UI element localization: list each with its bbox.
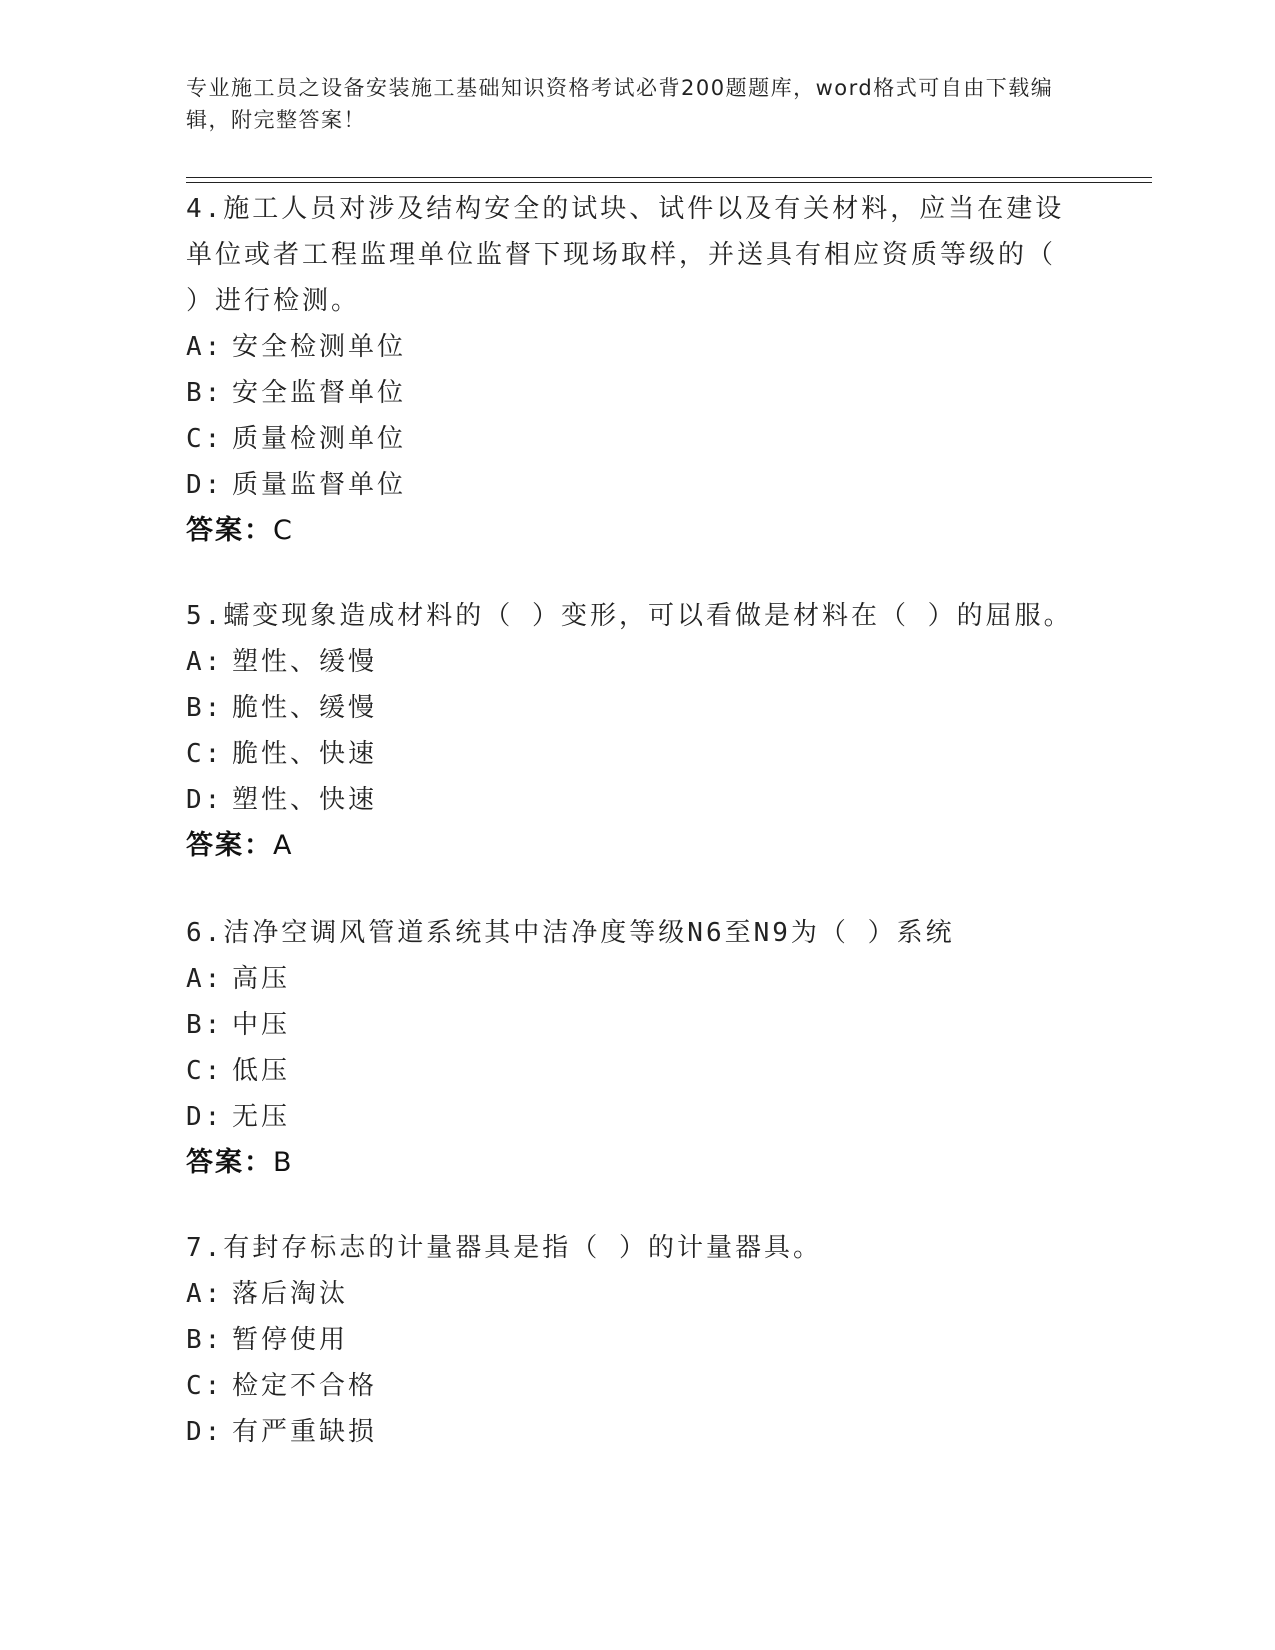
document-title: 专业施工员之设备安装施工基础知识资格考试必背200题题库，word格式可自由下载编辑，附完整答案！	[186, 76, 1054, 132]
answer-value: B	[273, 1147, 294, 1178]
answer-value: C	[273, 515, 294, 546]
option-d	[186, 1094, 1086, 1140]
option-key: C:	[186, 1056, 224, 1086]
option-key: A:	[186, 964, 224, 994]
option-b	[186, 1002, 1086, 1048]
option-b	[186, 685, 1086, 731]
option-key: A:	[186, 332, 224, 362]
option-key: A:	[186, 647, 224, 677]
option-text: 暂停使用	[232, 1325, 349, 1355]
option-key: D:	[186, 1102, 224, 1132]
answer-line	[186, 508, 1086, 554]
answer-label: 答案：	[186, 830, 273, 861]
question-stem: 7.有封存标志的计量器具是指（ ）的计量器具。	[186, 1233, 822, 1263]
option-text: 塑性、缓慢	[232, 647, 378, 677]
option-d	[186, 462, 1086, 508]
option-c	[186, 731, 1086, 777]
option-b	[186, 1317, 1086, 1363]
document-header	[186, 72, 1086, 136]
option-text: 检定不合格	[232, 1371, 378, 1401]
option-text: 质量检测单位	[232, 424, 407, 454]
option-key: B:	[186, 1325, 224, 1355]
option-key: C:	[186, 424, 224, 454]
option-key: D:	[186, 785, 224, 815]
option-d	[186, 777, 1086, 823]
option-c	[186, 416, 1086, 462]
option-key: D:	[186, 1417, 224, 1447]
option-c	[186, 1048, 1086, 1094]
header-divider-bottom	[186, 182, 1152, 183]
answer-line	[186, 1140, 1086, 1186]
option-key: C:	[186, 1371, 224, 1401]
option-text: 质量监督单位	[232, 470, 407, 500]
question-4	[186, 186, 1086, 554]
question-stem: 5.蠕变现象造成材料的（ ）变形，可以看做是材料在（ ）的屈服。	[186, 601, 1073, 631]
option-a	[186, 956, 1086, 1002]
option-text: 中压	[232, 1010, 291, 1040]
option-text: 安全检测单位	[232, 332, 407, 362]
question-stem: 6.洁净空调风管道系统其中洁净度等级N6至N9为（ ）系统	[186, 918, 955, 948]
answer-value: A	[273, 830, 294, 861]
option-text: 落后淘汰	[232, 1279, 349, 1309]
answer-label: 答案：	[186, 1147, 273, 1178]
option-key: B:	[186, 1010, 224, 1040]
option-key: C:	[186, 739, 224, 769]
option-key: A:	[186, 1279, 224, 1309]
option-text: 脆性、缓慢	[232, 693, 378, 723]
option-key: B:	[186, 378, 224, 408]
option-a	[186, 639, 1086, 685]
option-key: B:	[186, 693, 224, 723]
answer-line	[186, 823, 1086, 869]
option-c	[186, 1363, 1086, 1409]
option-text: 低压	[232, 1056, 291, 1086]
option-text: 安全监督单位	[232, 378, 407, 408]
option-text: 高压	[232, 964, 291, 994]
option-text: 有严重缺损	[232, 1417, 378, 1447]
option-text: 塑性、快速	[232, 785, 378, 815]
header-divider-top	[186, 177, 1152, 178]
question-5	[186, 593, 1086, 869]
question-6	[186, 910, 1086, 1186]
option-d	[186, 1409, 1086, 1455]
question-stem: 4.施工人员对涉及结构安全的试块、试件以及有关材料，应当在建设单位或者工程监理单位监督下现场取样，并送具有相应资质等级的（ ）进行检测。	[186, 194, 1065, 316]
option-a	[186, 1271, 1086, 1317]
option-b	[186, 370, 1086, 416]
option-text: 无压	[232, 1102, 291, 1132]
option-a	[186, 324, 1086, 370]
answer-label: 答案：	[186, 515, 273, 546]
option-key: D:	[186, 470, 224, 500]
option-text: 脆性、快速	[232, 739, 378, 769]
question-7	[186, 1225, 1086, 1455]
